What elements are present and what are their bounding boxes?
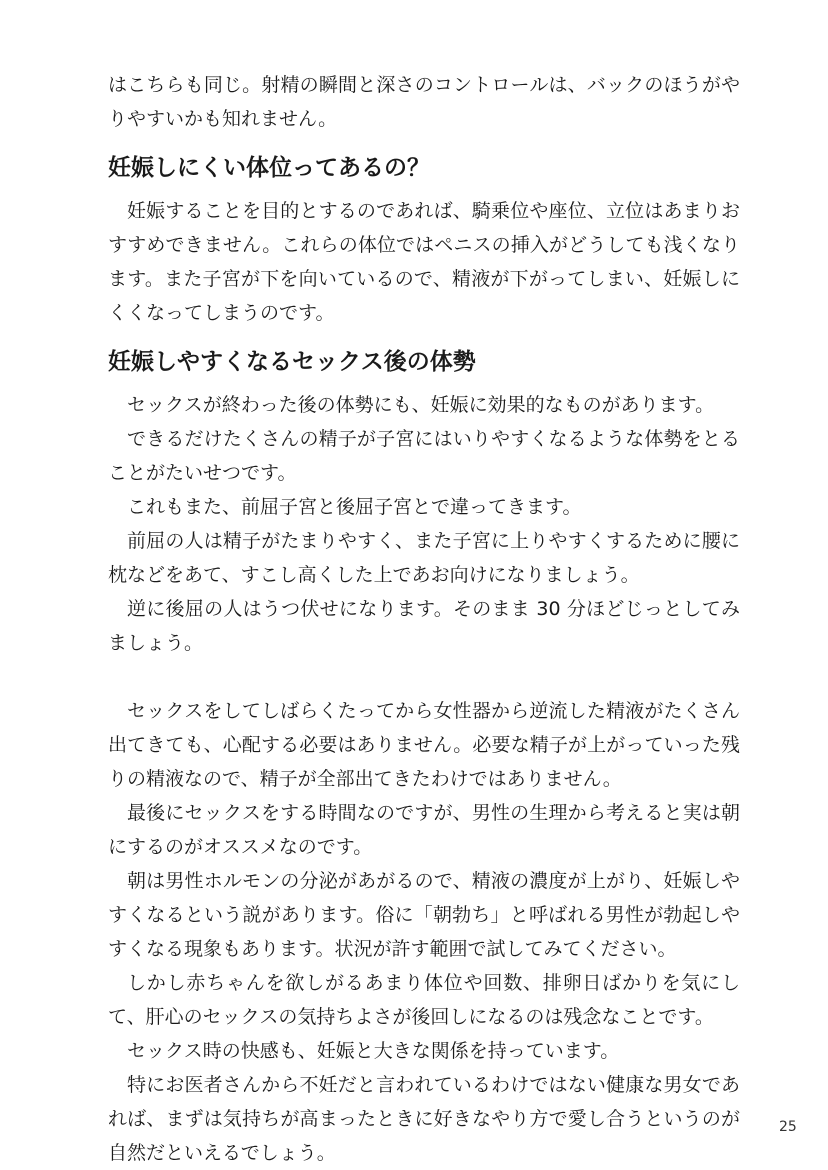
section2-paragraph: セックスが終わった後の体勢にも、妊娠に効果的なものがあります。: [127, 394, 715, 416]
section2-paragraph: セックス時の快感も、妊娠と大きな関係を持っています。: [127, 1040, 620, 1062]
section2-paragraph: 最後にセックスをする時間なのですが、男性の生理から考えると実は朝にするのがオススメなのです。: [108, 802, 740, 858]
section1-paragraph: 妊娠することを目的とするのであれば、騎乗位や座位、立位はあまりおすすめできません。これらの体位ではペニスの挿入がどうしても浅くなります。また子宮が下を向いているので、精液が下がってしまい、妊娠しにくくなってしまうのです。: [108, 200, 740, 324]
section1-heading: 妊娠しにくい体位ってあるの？: [108, 155, 430, 181]
page-body: [108, 68, 740, 1170]
section2-heading: 妊娠しやすくなるセックス後の体勢: [108, 349, 476, 375]
intro-paragraph: はこちらも同じ。射精の瞬間と深さのコントロールは、バックのほうがやりやすいかも知れません。: [108, 74, 740, 130]
section2-paragraph: 特にお医者さんから不妊だと言われているわけではない健康な男女であれば、まずは気持ちが高まったときに好きなやり方で愛し合うというのが自然だといえるでしょう。: [108, 1074, 740, 1164]
page-number: 25: [779, 1119, 797, 1135]
section2-paragraph: これもまた、前屈子宮と後屈子宮とで違ってきます。: [127, 496, 582, 518]
section2-paragraph: 朝は男性ホルモンの分泌があがるので、精液の濃度が上がり、妊娠しやすくなるという説があります。俗に「朝勃ち」と呼ばれる男性が勃起しやすくなる現象もあります。状況が許す範囲で試してみてください。: [108, 870, 740, 960]
section2-paragraph: 前屈の人は精子がたまりやすく、また子宮に上りやすくするために腰に枕などをあて、すこし高くした上であお向けになりましょう。: [108, 530, 740, 586]
section2-paragraph: しかし赤ちゃんを欲しがるあまり体位や回数、排卵日ばかりを気にして、肝心のセックスの気持ちよさが後回しになるのは残念なことです。: [108, 972, 740, 1028]
section2-paragraph: 逆に後屈の人はうつ伏せになります。そのまま 30 分ほどじっとしてみましょう。: [108, 598, 740, 654]
paragraph-gap: [108, 660, 740, 694]
section2-paragraph: できるだけたくさんの精子が子宮にはいりやすくなるような体勢をとることがたいせつです。: [108, 428, 740, 484]
section2-paragraph: セックスをしてしばらくたってから女性器から逆流した精液がたくさん出てきても、心配する必要はありません。必要な精子が上がっていった残りの精液なので、精子が全部出てきたわけではありません。: [108, 700, 740, 790]
